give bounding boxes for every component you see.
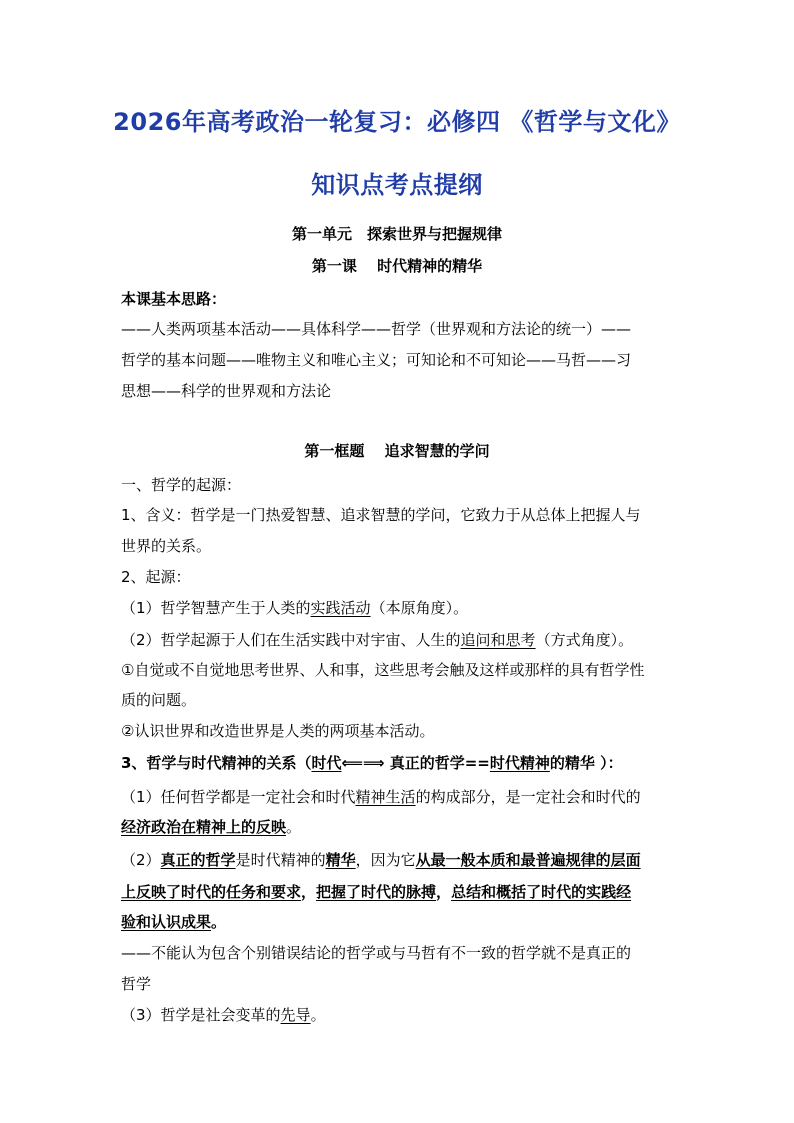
underlined-term: 精神生活 (355, 788, 416, 806)
text-segment: ， (436, 883, 452, 901)
circled-point-1: ①自觉或不自觉地思考世界、人和事，这些思考会触及这样或那样的具有哲学性 (121, 661, 645, 679)
circled-point-1-cont: 质的问题。 (121, 691, 197, 709)
text-segment: （1）任何哲学都是一定社会和时代 (121, 788, 356, 806)
underlined-term: 上反映了时代的任务和要求 (121, 883, 302, 901)
text-segment: （方式角度）。 (535, 631, 634, 649)
circled-point-2: ②认识世界和改造世界是人类的两项基本活动。 (121, 722, 435, 740)
underlined-term: 把握了时代的脉搏 (316, 883, 437, 901)
note-line: 哲学 (121, 975, 152, 993)
text-segment: 的构成部分，是一定社会和时代的 (415, 788, 641, 806)
origin-heading: 一、哲学的起源： (121, 476, 242, 494)
origin-point-2 (121, 629, 681, 650)
text-segment: ， (301, 883, 317, 901)
text-segment: （2） (121, 851, 161, 869)
equals-sign: == (464, 754, 490, 772)
section-heading: 第一框题 追求智慧的学问 (304, 442, 490, 460)
underlined-term: 时代 (311, 754, 342, 772)
underlined-term: 经济政治在精神上的反映 (121, 818, 287, 836)
relation-point-3 (121, 1004, 681, 1025)
ideas-line: 思想——科学的世界观和方法论 (121, 382, 332, 400)
lesson-heading: 第一课 时代精神的精华 (311, 257, 483, 275)
origin-point-1 (121, 597, 681, 618)
ideas-line: 哲学的基本问题——唯物主义和唯心主义；可知论和不可知论——马哲——习 (121, 351, 632, 369)
text-segment: 。 (310, 1006, 326, 1024)
underlined-term: 时代精神 (489, 754, 550, 772)
ideas-heading: 本课基本思路： (121, 290, 227, 308)
underlined-term: 先导 (280, 1006, 311, 1024)
text-segment: 的精华 ）： (549, 754, 623, 772)
relation-point-2-cont (121, 881, 681, 902)
text-segment: （本原角度）。 (370, 599, 469, 617)
underlined-term: 精华 (325, 851, 356, 869)
relation-point-2-cont (121, 911, 681, 932)
underlined-term: 总结和概括了时代的实践经 (451, 883, 632, 901)
underlined-term: 从最一般本质和最普遍规律的层面 (415, 851, 641, 869)
ideas-line: ——人类两项基本活动——具体科学——哲学（世界观和方法论的统一）—— (121, 320, 632, 338)
text-segment: 是时代精神的 (235, 851, 326, 869)
text-segment: 。 (211, 913, 227, 931)
definition-line: 世界的关系。 (121, 537, 212, 555)
underlined-term: 实践活动 (310, 599, 371, 617)
relation-point-1 (121, 786, 681, 807)
relation-heading (121, 752, 681, 773)
text-segment: （3）哲学是社会变革的 (121, 1006, 281, 1024)
relation-point-1-cont (121, 816, 681, 837)
underlined-term: 真正的哲学 (160, 851, 236, 869)
text-segment: （2）哲学起源于人们在生活实践中对宇宙、人生的 (121, 631, 461, 649)
double-arrow-icon: ⟸⟹ (341, 754, 385, 772)
unit-heading: 第一单元 探索世界与把握规律 (291, 225, 502, 243)
definition-line: 1、含义：哲学是一门热爱智慧、追求智慧的学问，它致力于从总体上把握人与 (121, 506, 641, 524)
text-segment: 真正的哲学 (384, 754, 465, 772)
origin-subheading: 2、起源： (121, 568, 191, 586)
text-segment: ，因为它 (355, 851, 416, 869)
underlined-term: 追问和思考 (460, 631, 536, 649)
note-line: ——不能认为包含个别错误结论的哲学或与马哲有不一致的哲学就不是真正的 (121, 944, 632, 962)
text-segment: 3、哲学与时代精神的关系（ (121, 754, 312, 772)
document-title-line1: 2026年高考政治一轮复习：必修四 《哲学与文化》 (113, 108, 681, 136)
underlined-term: 验和认识成果 (121, 913, 212, 931)
text-segment: （1）哲学智慧产生于人类的 (121, 599, 311, 617)
text-segment: 。 (286, 818, 302, 836)
relation-point-2 (121, 849, 681, 870)
document-title-line2: 知识点考点提纲 (311, 171, 483, 199)
